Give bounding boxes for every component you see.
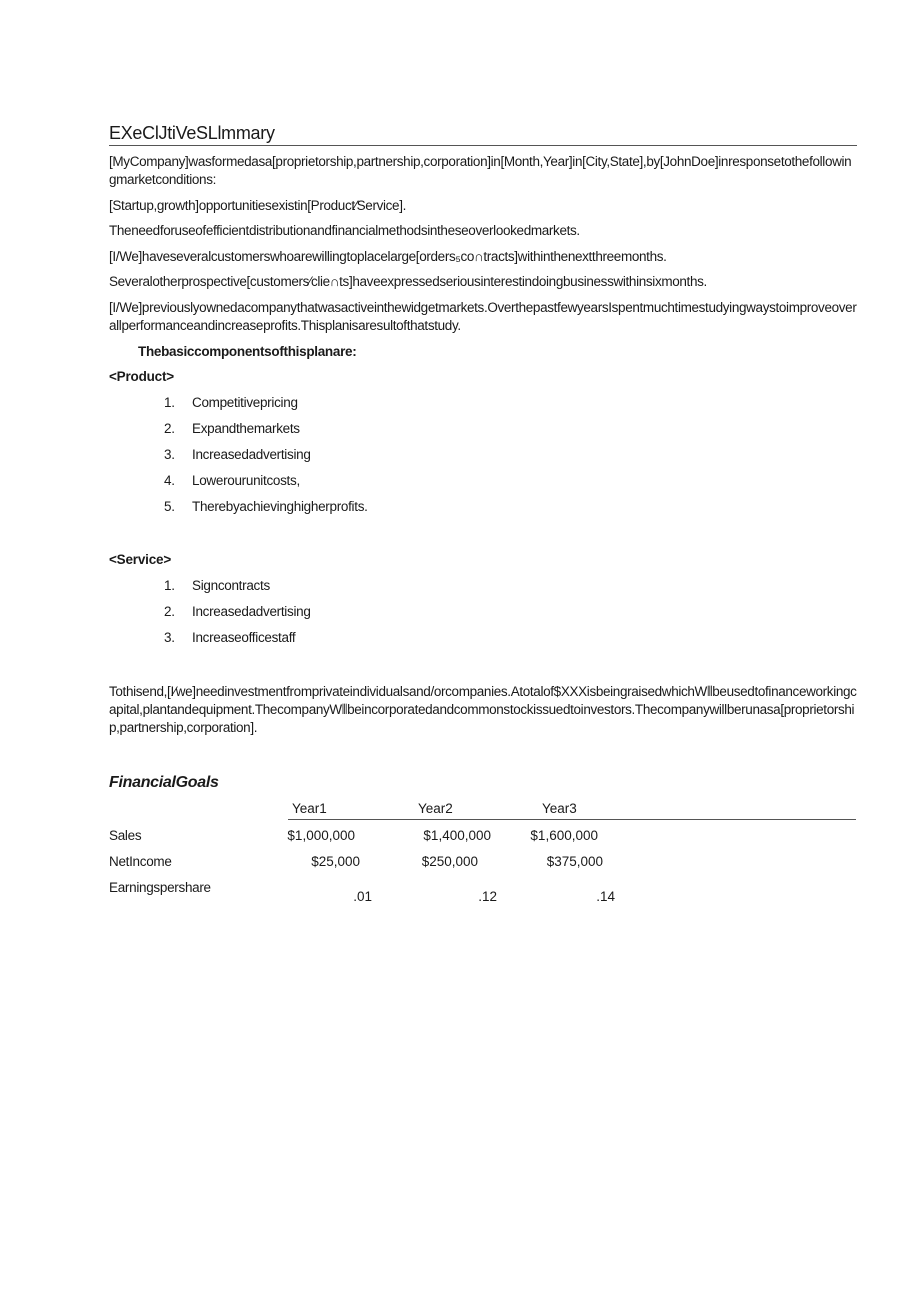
list-item: 3. Increaseofficestaff — [164, 630, 296, 645]
table-cell: .12 — [478, 889, 497, 904]
basic-components-heading: Thebasiccomponentsofthisplanare: — [138, 344, 357, 359]
table-cell: $1,600,000 — [530, 828, 598, 843]
row-label-eps: Earningspershare — [109, 880, 211, 895]
table-rule — [288, 819, 856, 820]
list-item: 2. Expandthemarkets — [164, 421, 300, 436]
list-item: 5. Therebyachievinghigherprofits. — [164, 499, 368, 514]
paragraph-prospective: Severalotherprospective[customers⁄clie∩ts]haveexpressedseriousinterestindoingbusinesswithinsixmonths. — [109, 274, 707, 289]
table-cell: .01 — [353, 889, 372, 904]
financial-goals-title: FinancialGoals — [109, 774, 219, 791]
paragraph-background: [I/We]previouslyownedacompanythatwasactiveinthewidgetmarkets.OverthepastfewyearsIspentmuchtimestudyingwaystoimproveoverallperformanceandincreaseprofits.Thisplanisaresultofthatstudy. — [109, 300, 857, 333]
table-cell: $1,000,000 — [287, 828, 355, 843]
list-item: 3. Increasedadvertising — [164, 447, 311, 462]
table-cell: $250,000 — [421, 854, 478, 869]
table-cell: $25,000 — [311, 854, 360, 869]
table-cell: $1,400,000 — [423, 828, 491, 843]
year-header: Year3 — [542, 801, 577, 816]
table-cell: $375,000 — [546, 854, 603, 869]
section-title: EXeClJtiVeSLlmmary — [109, 123, 857, 146]
list-item: 1. Signcontracts — [164, 578, 270, 593]
row-label-net-income: NetIncome — [109, 854, 172, 869]
paragraph-opportunities: [Startup,growth]opportunitiesexistin[Product⁄Service]. — [109, 198, 407, 213]
list-item: 2. Increasedadvertising — [164, 604, 311, 619]
closing-paragraph: Tothisend,[I⁄we]needinvestmentfromprivateindividualsand/orcompanies.Atotalof$XXXisbeingraisedwhichW⫴beusedtofinanceworkingcapital,plantandequipment.ThecompanyW⫴beincorporatedandcommonstockissuedtoinvestors.Thecompanywillberunasa[proprietorship,partnership,corporation]. — [109, 684, 857, 735]
table-cell: .14 — [596, 889, 615, 904]
row-label-sales: Sales — [109, 828, 142, 843]
service-heading: <Service> — [109, 552, 172, 567]
paragraph-distribution: Theneedforuseofefficientdistributionandfinancialmethodsintheseoverlookedmarkets. — [109, 223, 580, 238]
product-heading: <Product> — [109, 369, 174, 384]
paragraph-customers: [I/We]haveseveralcustomerswhoarewillingtoplacelarge[orders₅co∩tracts]withinthenextthreemonths. — [109, 249, 667, 264]
year-header: Year2 — [418, 801, 453, 816]
list-item: 4. Lowerourunitcosts, — [164, 473, 300, 488]
year-header: Year1 — [292, 801, 327, 816]
list-item: 1. Competitivepricing — [164, 395, 298, 410]
intro-paragraph: [MyCompany]wasformedasa[proprietorship,partnership,corporation]in[Month,Year]in[City,State],by[JohnDoe]inresponsetothefollowingmarketconditions: — [109, 154, 852, 187]
